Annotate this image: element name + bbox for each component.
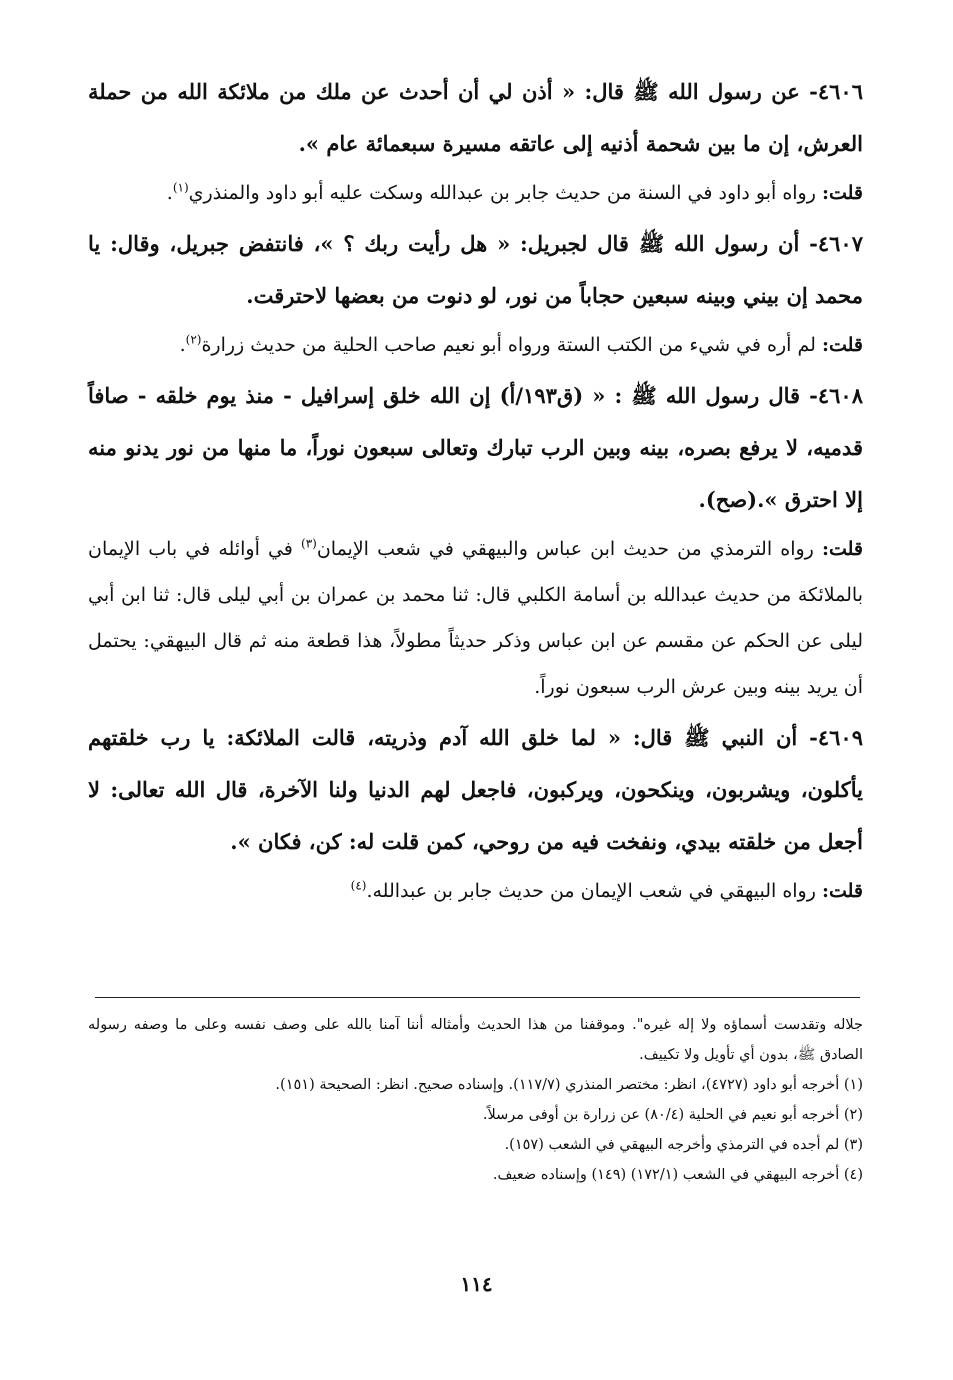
footnotes [88,1010,863,1190]
footnote-1: (١) أخرجه أبو داود (٤٧٢٧)، انظر: مختصر المنذري (١١٧/٧). وإسناده صحيح. انظر: الصحيحة (١٥١). [275,1077,863,1093]
footnote-ref-4: (٤) [350,878,367,893]
hadith-4608: ٤٦٠٨- قال رسول الله ﷺ : « (ق١٩٣/أ) إن الله خلق إسرافيل - منذ يوم خلقه - صافاً قدميه، لا يرفع بصره، بينه وبين الرب تبارك وتعالى سبعون نوراً، ما منها من نور يدنو منه إلا احترق ».(صح). [88,383,863,512]
commentary-text-rest: في أوائله في باب الإيمان بالملائكة من حديث عبدالله بن أسامة الكلبي قال: ثنا محمد بن عمران بن أبي ليلى قال: ثنا ابن أبي ليلى عن الحكم عن مقسم عن ابن عباس وذكر حديثاً مطولاً، هذا قطعة منه ثم قال البيهقي: يحتمل أن يريد بينه وبين عرش الرب سبعون نوراً. [88,538,863,698]
commentary-text: رواه الترمذي من حديث ابن عباس والبيهقي في شعب الإيمان [316,538,822,560]
footnote-4: (٤) أخرجه البيهقي في الشعب (١٧٢/١) (١٤٩) وإسناده ضعيف. [492,1167,863,1183]
commentary-text: رواه أبو داود في السنة من حديث جابر بن عبدالله وسكت عليه أبو داود والمنذري [188,182,822,204]
commentary-label: قلت: [821,538,863,560]
commentary-label: قلت: [821,334,863,356]
footnote-ref-2: (٢) [185,332,202,347]
footnote-ref-3: (٣) [301,536,317,551]
commentary-label: قلت: [821,880,863,902]
commentary-text: رواه البيهقي في شعب الإيمان من حديث جابر بن عبدالله. [366,880,822,902]
commentary-end: . [179,334,186,356]
footnote-divider [95,997,860,998]
commentary-label: قلت: [821,182,863,204]
commentary-4606 [88,170,863,216]
footnote-3: (٣) لم أجده في الترمذي وأخرجه البيهقي في الشعب (١٥٧). [504,1137,863,1153]
commentary-end: . [166,182,173,204]
page-number: ١١٤ [460,1272,493,1296]
footnote-continuation: جلاله وتقدست أسماؤه ولا إله غيره". وموقفنا من هذا الحديث وأمثاله أننا آمنا بالله على وصف نفسه وعلى ما وصفه رسوله الصادق ﷺ، بدون أي تأويل ولا تكييف. [88,1017,863,1063]
commentary-4609 [88,868,863,914]
footnote-2: (٢) أخرجه أبو نعيم في الحلية (٨٠/٤) عن زرارة بن أوفى مرسلاً. [482,1107,863,1123]
main-text [88,66,863,916]
commentary-text: لم أره في شيء من الكتب الستة ورواه أبو نعيم صاحب الحلية من حديث زرارة [201,334,822,356]
commentary-4607 [88,322,863,368]
commentary-4608 [88,526,863,710]
hadith-4609: ٤٦٠٩- أن النبي ﷺ قال: « لما خلق الله آدم وذريته، قالت الملائكة: يا رب خلقتهم يأكلون، ويشربون، وينكحون، ويركبون، فاجعل لهم الدنيا ولنا الآخرة، قال الله تعالى: لا أجعل من خلقته بيدي، ونفخت فيه من روحي، كمن قلت له: كن، فكان ». [88,725,863,854]
hadith-4606: ٤٦٠٦- عن رسول الله ﷺ قال: « أذن لي أن أحدث عن ملك من ملائكة الله من حملة العرش، إن ما بين شحمة أذنيه إلى عاتقه مسيرة سبعمائة عام ». [88,79,863,156]
footnote-ref-1: (١) [172,180,189,195]
hadith-4607: ٤٦٠٧- أن رسول الله ﷺ قال لجبريل: « هل رأيت ربك ؟ »، فانتفض جبريل، وقال: يا محمد إن بيني وبينه سبعين حجاباً من نور، لو دنوت من بعضها لاحترقت. [88,231,863,308]
